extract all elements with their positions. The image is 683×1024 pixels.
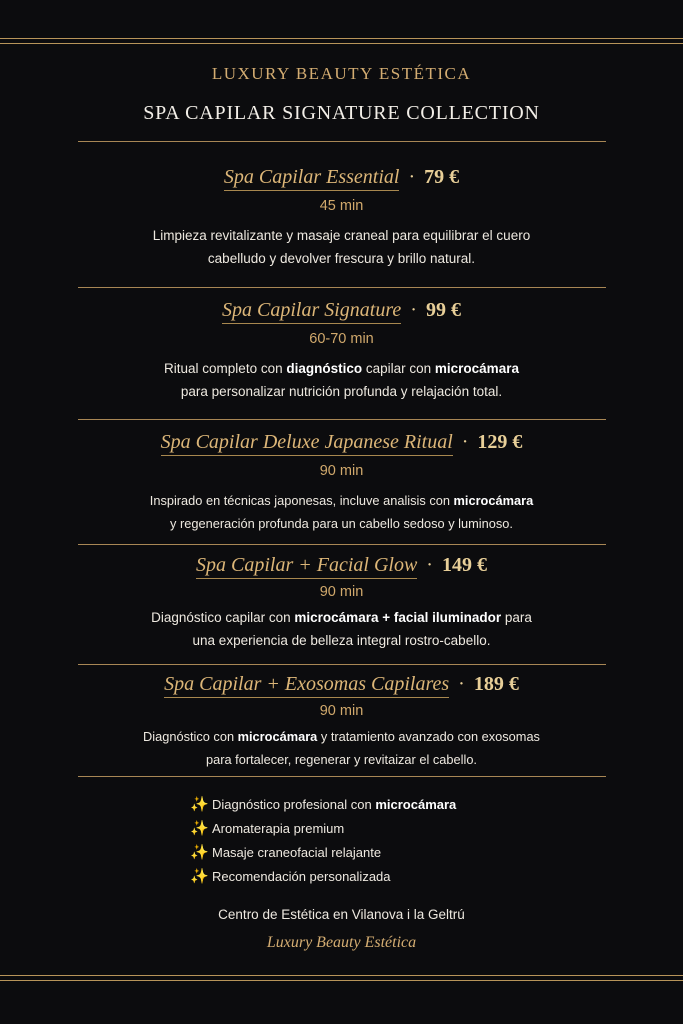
price-separator: ·: [426, 554, 433, 576]
divider: [78, 776, 606, 777]
service-description: Diagnóstico capilar con microcámara + facial iluminador para una experiencia de belleza integral rostro-cabello.: [151, 610, 532, 648]
features-list: [190, 792, 550, 888]
collection-title: SPA CAPILAR SIGNATURE COLLECTION: [143, 102, 540, 124]
service-price: 149 €: [441, 554, 487, 576]
feature-item: [190, 792, 550, 816]
price-separator: ·: [458, 673, 465, 695]
bottom-border-inner: [0, 975, 683, 976]
service-name: Spa Capilar + Exosomas Capilares: [164, 673, 449, 698]
divider: [78, 544, 606, 545]
service-title: [60, 430, 623, 454]
brand-title: LUXURY BEAUTY ESTÉTICA: [211, 64, 472, 83]
service-description: Ritual completo con diagnóstico capilar con microcámara para personalizar nutrición profunda y relajación total.: [164, 361, 519, 399]
emphasis-text: microcámara: [237, 729, 318, 744]
service-duration: 60-70 min: [309, 331, 374, 347]
service-duration: 90 min: [319, 584, 364, 600]
service-facial-glow: [60, 553, 623, 652]
top-border-outer: [0, 38, 683, 39]
service-deluxe-japanese: [60, 430, 623, 535]
service-title: [60, 553, 623, 577]
emphasis-text: microcámara: [453, 493, 534, 508]
service-duration: 90 min: [319, 463, 364, 479]
emphasis-text: microcámara: [434, 361, 519, 376]
service-name: Spa Capilar Deluxe Japanese Ritual: [161, 431, 453, 456]
service-price: 129 €: [477, 431, 523, 453]
service-duration: 45 min: [319, 198, 364, 214]
service-signature: [60, 298, 623, 403]
divider: [78, 287, 606, 288]
service-price: 79 €: [424, 166, 460, 188]
feature-item: [190, 816, 550, 840]
feature-item: [190, 840, 550, 864]
feature-item: [190, 864, 550, 888]
service-description: Diagnóstico con microcámara y tratamiento avanzado con exosomas para fortalecer, regenerar y revitaizar el cabello.: [143, 729, 540, 767]
emphasis-text: diagnóstico: [286, 361, 363, 376]
emphasis-text: microcámara + facial iluminador: [294, 610, 502, 625]
divider: [78, 664, 606, 665]
footer-location: Centro de Estética en Vilanova i la Geltrú: [218, 907, 465, 922]
sparkles-icon: ✨: [190, 868, 209, 885]
bottom-border-outer: [0, 980, 683, 981]
service-name: Spa Capilar Essential: [224, 166, 400, 191]
feature-text: Masaje craneofacial relajante: [212, 844, 382, 860]
service-essential: [60, 165, 623, 270]
sparkles-icon: ✨: [190, 844, 209, 861]
service-name: Spa Capilar + Facial Glow: [196, 554, 417, 579]
service-title: [60, 672, 623, 696]
feature-text: Diagnóstico profesional con microcámara: [212, 796, 457, 812]
price-separator: ·: [461, 431, 469, 453]
service-title: [60, 165, 623, 189]
service-title: [60, 298, 623, 322]
service-price: 189 €: [473, 673, 519, 695]
service-duration: 90 min: [319, 703, 364, 719]
divider: [78, 141, 606, 142]
sparkles-icon: ✨: [190, 820, 209, 837]
divider: [78, 419, 606, 420]
emphasis-text: microcámara: [375, 796, 457, 812]
top-border-inner: [0, 43, 683, 44]
sparkles-icon: ✨: [190, 796, 209, 813]
service-description: Inspirado en técnicas japonesas, incluve analisis con microcámara y regeneración profunda para un cabello sedoso y luminoso.: [149, 493, 534, 531]
service-name: Spa Capilar Signature: [222, 299, 401, 324]
feature-text: Aromaterapia premium: [212, 820, 345, 836]
service-exosomas: [60, 672, 623, 771]
service-description: Limpieza revitalizante y masaje craneal para equilibrar el cuero cabelludo y devolver frescura y brillo natural.: [152, 228, 531, 266]
footer-signature: Luxury Beauty Estética: [266, 934, 417, 951]
feature-text: Recomendación personalizada: [212, 868, 391, 884]
service-price: 99 €: [425, 299, 461, 321]
price-separator: ·: [408, 166, 416, 188]
price-separator: ·: [410, 299, 417, 321]
